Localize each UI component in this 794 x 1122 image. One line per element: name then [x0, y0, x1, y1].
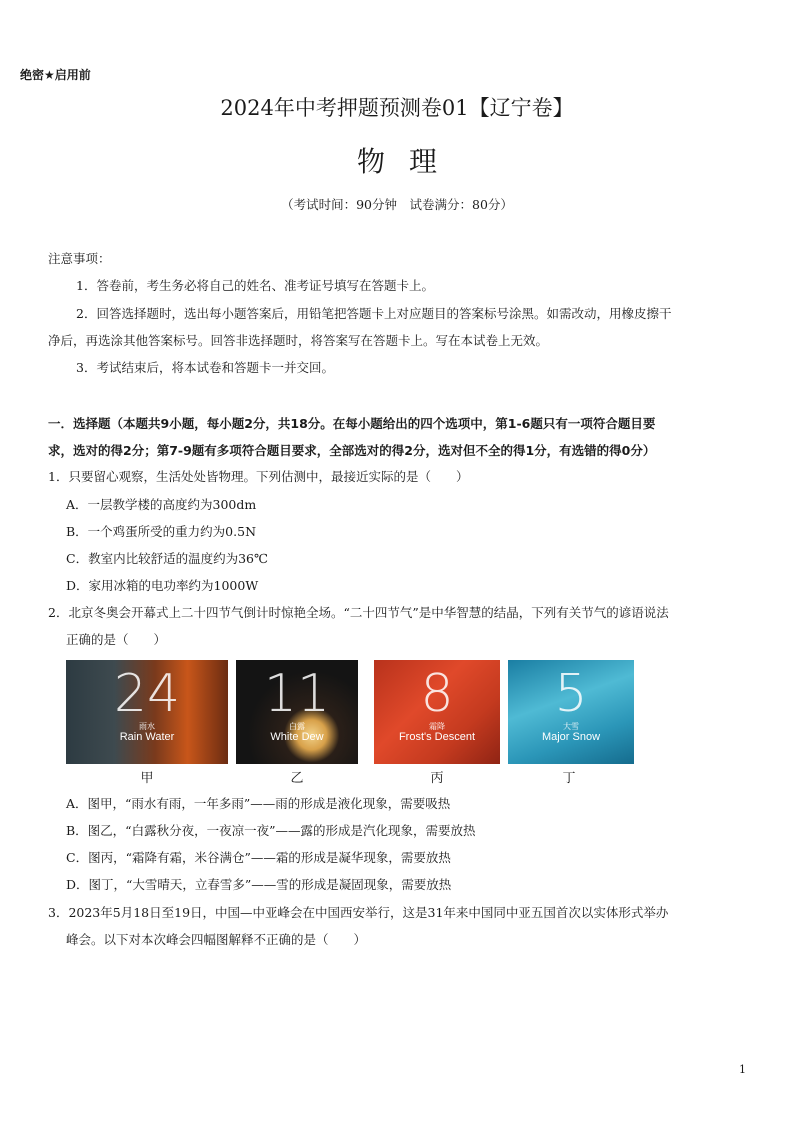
- image-rain-water: [66, 660, 228, 764]
- image-caption-yi: 乙: [290, 771, 304, 786]
- image-cn-label: 白露: [289, 722, 305, 731]
- image-caption-ding: 丁: [562, 771, 576, 786]
- image-en-label: Rain Water: [119, 731, 175, 743]
- image-en-label: Major Snow: [541, 731, 601, 743]
- q2-option-c: C．图丙，“霜降有霜，米谷满仓”——霜的形成是凝华现象，需要放热: [66, 850, 451, 865]
- q2-option-a: A．图甲，“雨水有雨，一年多雨”——雨的形成是液化现象，需要吸热: [66, 796, 451, 811]
- notice-heading: 注意事项：: [48, 251, 111, 266]
- q2-option-b: B．图乙，“白露秋分夜，一夜凉一夜”——露的形成是汽化现象，需要放热: [66, 823, 476, 838]
- confidential-mark: 绝密★启用前: [20, 68, 91, 82]
- section-header-line2: 求，选对的得2分；第7-9题有多项符合题目要求，全部选对的得2分，选对但不全的得1分，有选错的得0分）: [48, 443, 656, 458]
- image-cn-label: 雨水: [139, 722, 155, 731]
- notice-item-2-cont: 净后，再选涂其他答案标号。回答非选择题时，将答案写在答题卡上。写在本试卷上无效。: [48, 333, 549, 348]
- image-cn-label: 大雪: [563, 722, 579, 731]
- q2-stem-line1: 2．北京冬奥会开幕式上二十四节气倒计时惊艳全场。“二十四节气”是中华智慧的结晶，下列有关节气的谚语说法: [48, 605, 669, 620]
- image-en-label: White Dew: [270, 731, 324, 743]
- image-white-dew: [236, 660, 358, 764]
- notice-item-3: 3．考试结束后，将本试卷和答题卡一并交回。: [76, 360, 334, 375]
- q1-option-c: C．教室内比较舒适的温度约为36℃: [66, 551, 268, 566]
- image-caption-jia: 甲: [140, 771, 154, 786]
- q1-option-b: B．一个鸡蛋所受的重力约为0.5N: [66, 524, 257, 539]
- image-major-snow: [508, 660, 634, 764]
- q1-stem: 1．只要留心观察，生活处处皆物理。下列估测中，最接近实际的是（ ）: [48, 469, 469, 484]
- q1-option-d: D．家用冰箱的电功率约为1000W: [66, 578, 259, 593]
- exam-subject: 物理: [356, 145, 461, 178]
- q3-stem-line2: 峰会。以下对本次峰会四幅图解释不正确的是（ ）: [66, 932, 367, 947]
- image-cn-label: 霜降: [429, 722, 445, 731]
- section-header-line1: 一．选择题（本题共9小题，每小题2分，共18分。在每小题给出的四个选项中，第1-6题只有一项符合题目要: [48, 416, 656, 431]
- image-number: 5: [554, 664, 588, 724]
- image-en-label: Frost's Descent: [398, 731, 476, 743]
- image-number: 24: [113, 664, 181, 724]
- page-number: 1: [739, 1063, 746, 1076]
- image-number: 8: [420, 664, 454, 724]
- exam-title: 2024年中考押题预测卷01【辽宁卷】: [220, 96, 574, 120]
- exam-meta: （考试时间：90分钟 试卷满分：80分）: [281, 197, 513, 212]
- notice-item-2: 2．回答选择题时，选出每小题答案后，用铅笔把答题卡上对应题目的答案标号涂黑。如需改动，用橡皮擦干: [76, 306, 672, 321]
- image-number: 11: [263, 664, 331, 724]
- q3-stem-line1: 3．2023年5月18日至19日，中国—中亚峰会在中国西安举行，这是31年来中国同中亚五国首次以实体形式举办: [48, 905, 669, 920]
- image-caption-bing: 丙: [430, 771, 444, 786]
- q1-option-a: A．一层教学楼的高度约为300dm: [66, 497, 257, 512]
- image-frosts-descent: [374, 660, 500, 764]
- q2-stem-line2: 正确的是（ ）: [66, 632, 167, 647]
- q2-option-d: D．图丁，“大雪晴天，立春雪多”——雪的形成是凝固现象，需要放热: [66, 877, 452, 892]
- notice-item-1: 1．答卷前，考生务必将自己的姓名、准考证号填写在答题卡上。: [76, 278, 434, 293]
